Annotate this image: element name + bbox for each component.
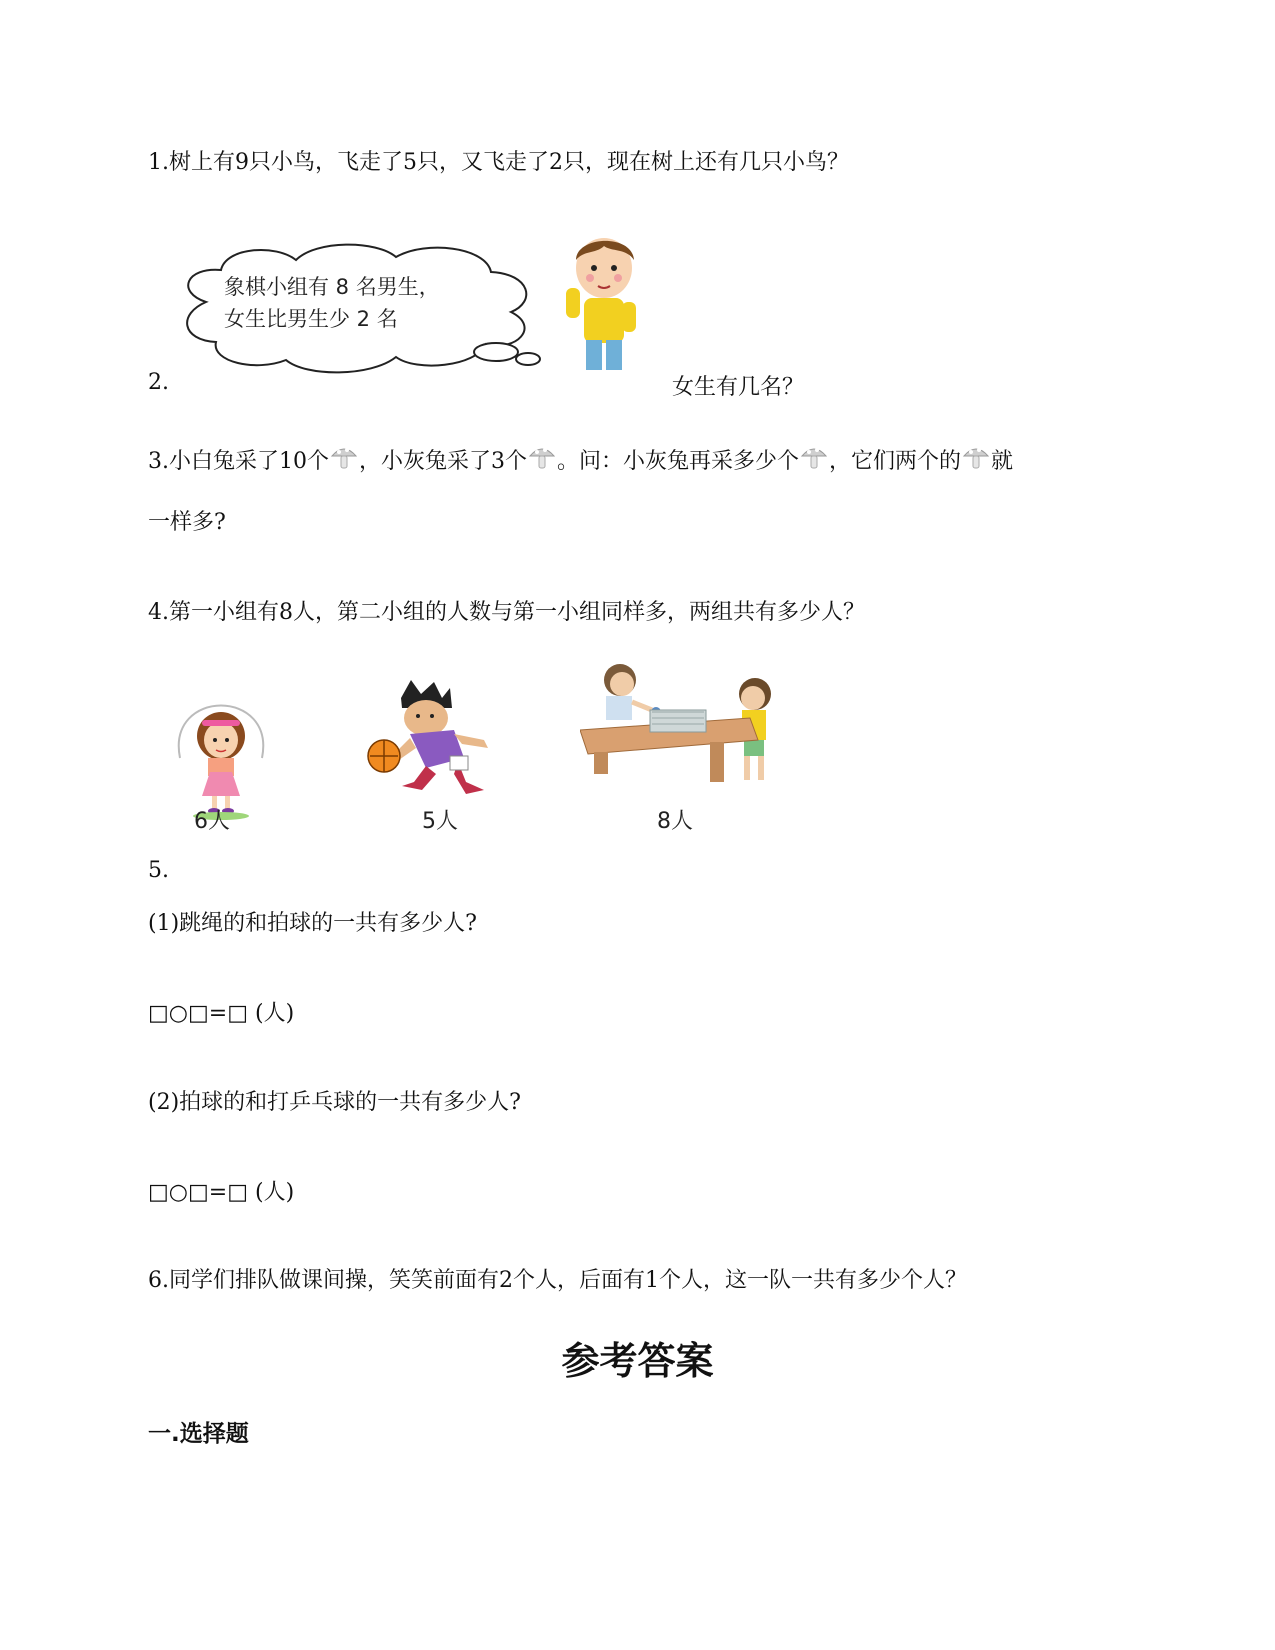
group-count-labels xyxy=(160,800,800,840)
label-jump-rope-count: 6人 xyxy=(194,809,230,834)
boy-illustration xyxy=(552,228,652,378)
q3-part2: ，小灰兔采了3个 xyxy=(359,449,527,474)
mushroom-icon xyxy=(799,442,829,472)
bubble-text-line1: 象棋小组有 8 名男生， xyxy=(224,275,440,299)
mushroom-icon xyxy=(961,442,991,472)
answers-title: 参考答案 xyxy=(561,1339,714,1383)
thought-bubble-illustration xyxy=(166,232,546,382)
q3-part4: ，它们两个的 xyxy=(829,449,962,474)
question-2-ask: 女生有几名？ xyxy=(672,375,805,400)
mushroom-icon xyxy=(329,442,359,472)
answers-section-title: 一.选择题 xyxy=(148,1421,249,1447)
question-4: 4.第一小组有8人，第二小组的人数与第一小组同样多，两组共有多少人？ xyxy=(148,600,865,625)
basketball-player-illustration xyxy=(366,678,506,808)
question-5-number: 5. xyxy=(148,858,169,883)
question-3-line1 xyxy=(148,442,1013,477)
mushroom-icon xyxy=(527,442,557,472)
ping-pong-illustration xyxy=(580,658,795,798)
question-2-number: 2. xyxy=(148,370,169,395)
question-5-sub2: (2)拍球的和打乒乓球的一共有多少人? xyxy=(148,1090,521,1115)
question-6: 6.同学们排队做课间操，笑笑前面有2个人，后面有1个人，这一队一共有多少个人？ xyxy=(148,1268,967,1293)
label-basketball-count: 5人 xyxy=(422,809,458,834)
bubble-text-line2: 女生比男生少 2 名 xyxy=(224,307,398,331)
q3-part5: 就 xyxy=(991,449,1014,474)
question-5-equation2: □○□=□ (人) xyxy=(148,1180,295,1205)
q3-part3: 。问：小灰兔再采多少个 xyxy=(557,449,800,474)
question-5-sub1: (1)跳绳的和拍球的一共有多少人? xyxy=(148,911,477,936)
label-ping-pong-count: 8人 xyxy=(657,809,693,834)
question-1: 1.树上有9只小鸟，飞走了5只，又飞走了2只，现在树上还有几只小鸟？ xyxy=(148,150,849,175)
question-3-line2: 一样多? xyxy=(148,510,226,535)
question-5-equation1: □○□=□ (人) xyxy=(148,1001,295,1026)
q3-part1: 3.小白兔采了10个 xyxy=(148,449,329,474)
